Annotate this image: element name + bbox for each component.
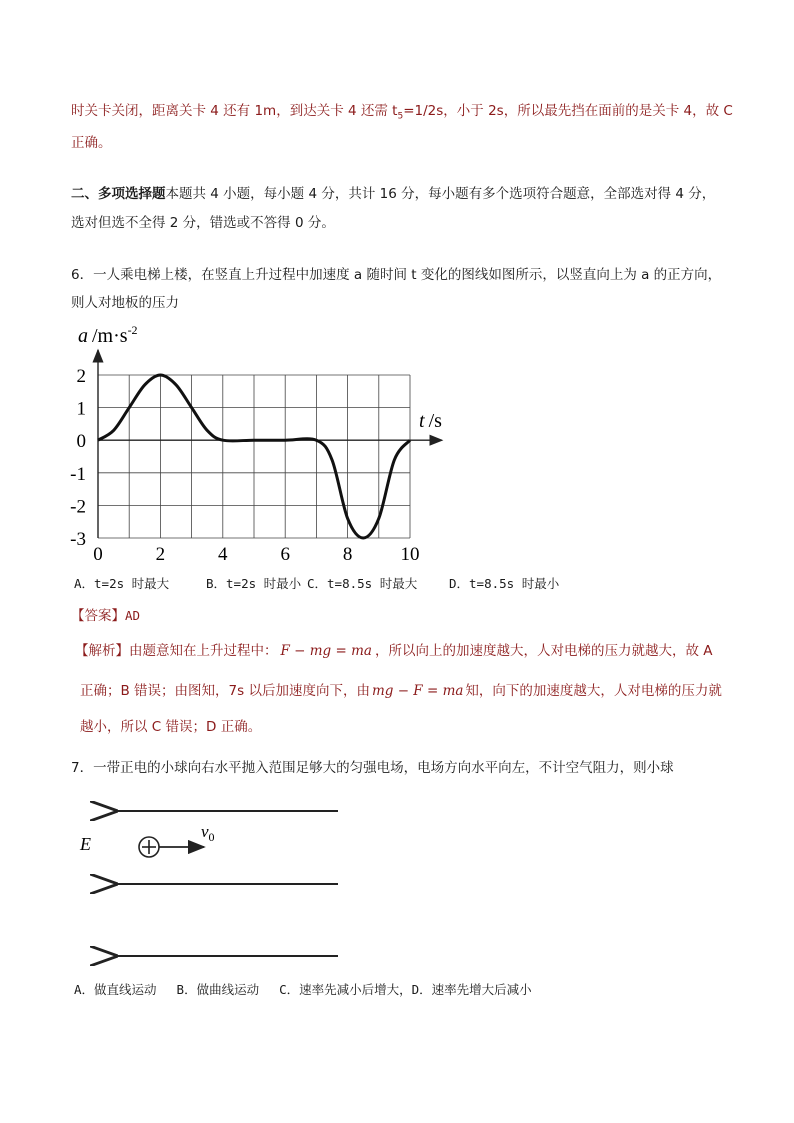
section-desc-line2: 选对但选不全得 2 分，错选或不答得 0 分。 (71, 215, 335, 231)
q6-option-a[interactable]: A．t=2s 时最大 (74, 576, 170, 591)
equation-newton-down: mg − F = ma (371, 683, 464, 699)
electric-field-diagram (70, 795, 360, 970)
y-tick-label: -3 (70, 529, 86, 550)
q6-option-d[interactable]: D．t=8.5s 时最小 (449, 576, 560, 591)
analysis-label: 【解析】 (75, 643, 129, 659)
prev-solution-line1: 时关卡关闭，距离关卡 4 还有 1m，到达关卡 4 还需 $t_5=1/2s$，小于 2s，所以最先挡在面前的是关卡 4，故 C (71, 103, 733, 122)
q7-stem: 7．一带正电的小球向右水平抛入范围足够大的匀强电场，电场方向水平向左，不计空气阻力，则小球 (71, 760, 674, 776)
x-tick-label: 6 (280, 544, 290, 565)
acceleration-time-chart (60, 320, 460, 570)
q6-answer (71, 607, 140, 625)
q6-option-b[interactable]: B．t=2s 时最小 (206, 576, 302, 591)
x-axis-label: t /s (419, 410, 442, 432)
q6-analysis-line3: 越小，所以 C 错误；D 正确。 (80, 719, 262, 735)
equation-newton-up: F − mg = ma (280, 643, 372, 659)
y-tick-label: 0 (76, 431, 86, 453)
field-label: E (80, 834, 91, 854)
prev-solution-line2: 正确。 (71, 135, 112, 151)
q6-stem-line2: 则人对地板的压力 (71, 295, 179, 311)
y-tick-label: 1 (76, 398, 86, 420)
y-axis-label: a $/m\cdot s^{-2}$ (78, 323, 138, 347)
q6-analysis-line1: 【解析】由题意知在上升过程中： F − mg = ma ，所以向上的加速度越大，人对电梯的压力就越大，故 A (75, 643, 713, 659)
q6-stem-line1: 6．一人乘电梯上楼，在竖直上升过程中加速度 a 随时间 t 变化的图线如图所示，以竖直向上为 a 的正方向， (71, 267, 722, 283)
x-tick-label: 0 (93, 544, 103, 565)
velocity-label: $v_0$ (201, 822, 215, 844)
x-tick-label: 8 (342, 544, 353, 565)
y-tick-label: 2 (76, 366, 86, 387)
y-tick-label: -2 (70, 496, 86, 518)
section-title: 二、多项选择题 (71, 186, 166, 202)
x-tick-label: 4 (218, 544, 228, 565)
answer-label: 【答案】 (71, 608, 125, 624)
x-tick-label: 2 (155, 544, 166, 565)
section-desc: 本题共 4 小题，每小题 4 分，共计 16 分，每小题有多个选项符合题意，全部选对得 4 分， (165, 186, 716, 202)
answer-value: AD (125, 608, 141, 623)
y-tick-label: -1 (70, 463, 86, 485)
q6-analysis-line2: 正确；B 错误；由图知，7s 以后加速度向下，由 mg − F = ma 知，向下的加速度越大，人对电梯的压力就 (80, 683, 722, 699)
section-heading (71, 185, 715, 203)
chart-axes (98, 350, 442, 538)
q7-options[interactable]: A．做直线运动 B．做曲线运动 C．速率先减小后增大，D．速率先增大后减小 (74, 982, 532, 997)
q6-option-c[interactable]: C．t=8.5s 时最大 (307, 576, 418, 591)
x-tick-label: 10 (400, 544, 420, 565)
chart-grid (98, 375, 410, 538)
